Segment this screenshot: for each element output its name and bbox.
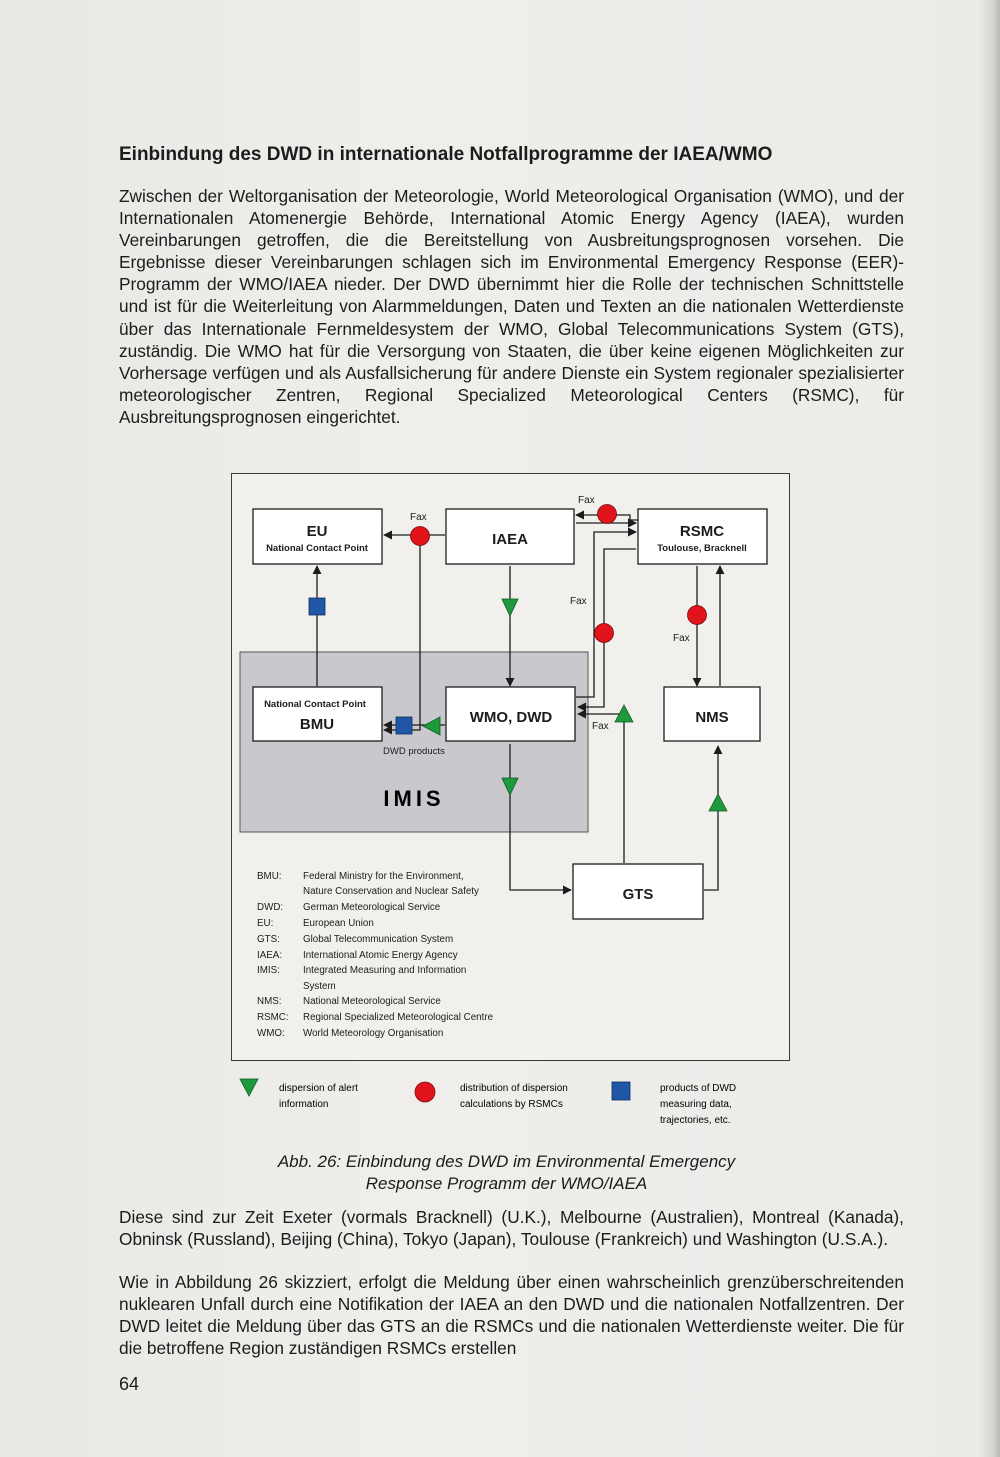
nms-label: NMS — [695, 709, 729, 726]
caption-line-1: Abb. 26: Einbindung des DWD im Environmental Emergency — [277, 1152, 736, 1171]
iaea-label: IAEA — [492, 531, 528, 548]
legend-square-text-1: products of DWD — [660, 1083, 737, 1094]
legend-square-text-2: measuring data, — [660, 1099, 732, 1110]
fax-circle-eu — [411, 527, 430, 546]
abbr-gts-desc: Global Telecommunication System — [303, 934, 454, 945]
legend-square-text-3: trajectories, etc. — [660, 1115, 731, 1126]
legend-triangle-text-1: dispersion of alert — [279, 1083, 358, 1094]
abbr-eu: EU: — [257, 918, 274, 929]
abbr-nms: NMS: — [257, 996, 282, 1007]
abbr-imis-desc-1: Integrated Measuring and Information — [303, 965, 467, 976]
caption-line-2: Response Programm der WMO/IAEA — [365, 1174, 648, 1193]
rsmc-title: RSMC — [679, 523, 725, 540]
legend-circle-text-2: calculations by RSMCs — [460, 1099, 563, 1110]
abbr-wmo: WMO: — [257, 1028, 285, 1039]
abbr-imis: IMIS: — [257, 965, 280, 976]
fax-circle-top — [598, 505, 617, 524]
section-heading: Einbindung des DWD in internationale Notfallprogramme der IAEA/WMO — [119, 144, 773, 165]
abbr-gts: GTS: — [257, 934, 280, 945]
fax-label-top: Fax — [578, 495, 595, 506]
imis-label: IMIS — [383, 786, 445, 811]
abbr-iaea-desc: International Atomic Energy Agency — [303, 950, 458, 961]
gts-label: GTS — [622, 886, 654, 903]
abbr-rsmc-desc: Regional Specialized Meteorological Centre — [303, 1012, 494, 1023]
fax-label-eu: Fax — [410, 512, 427, 523]
abbr-imis-desc-2: System — [303, 981, 336, 992]
page-number: 64 — [119, 1374, 140, 1394]
abbr-bmu-desc-2: Nature Conservation and Nuclear Safety — [303, 886, 479, 897]
abbr-dwd-desc: German Meteorological Service — [303, 902, 441, 913]
abbr-eu-desc: European Union — [303, 918, 374, 929]
dwd-products-label: DWD products — [383, 746, 445, 757]
abbr-rsmc: RSMC: — [257, 1012, 289, 1023]
triangle-iaea-wmo — [502, 599, 518, 616]
rsmc-subtitle: Toulouse, Bracknell — [657, 543, 747, 554]
figure-caption — [119, 1151, 904, 1195]
fax-label-middle: Fax — [570, 596, 587, 607]
intro-paragraph: Zwischen der Weltorganisation der Meteorologie, World Meteorological Organisation (WMO), und der Internationalen Atomenergie Behörde, International Atomic Energy Agency (IAEA), wurden Vereinbarungen getroffen, die die Bereitstellung von Ausbreitungsprognosen vorsehen. Die Ergebnisse dieser Vereinbarungen schlagen sich im Environmental Emergency Response (EER)-Programm der WMO/IAEA nieder. Der DWD übernimmt hier die Rolle der technischen Schnittstelle und ist für die Weiterleitung von Alarmmeldungen, Daten und Texten an die nationalen Wetterdienste über das Internationale Fernmeldesystem der WMO, Global Telecommunications System (GTS), zuständig. Die WMO hat für die Versorgung von Staaten, die über keine eigenen Möglichkeiten zur Vorhersage verfügen und als Ausfallsicherung für andere Dienste ein System regionaler spezialisierter meteorologischer Zentren, Regional Specialized Meteorological Centers (RSMC), für Ausbreitungsprognosen eingerichtet. — [119, 186, 904, 427]
fax-circle-middle — [595, 624, 614, 643]
abbr-dwd: DWD: — [257, 902, 284, 913]
eu-title: EU — [306, 523, 328, 540]
fax-circle-nms — [688, 606, 707, 625]
legend-triangle-text-2: information — [279, 1099, 329, 1110]
rsmc-list-paragraph: Diese sind zur Zeit Exeter (vormals Bracknell) (U.K.), Melbourne (Australien), Montreal (Kanada), Obninsk (Russland), Beijing (China), Tokyo (Japan), Toulouse (Frankreich) und Washington (U.S.A.). — [119, 1207, 904, 1250]
line-gts-nms — [704, 746, 718, 890]
bmu-subtitle: National Contact Point — [264, 699, 366, 710]
abbr-nms-desc: National Meteorological Service — [303, 996, 441, 1007]
legend-square-icon — [612, 1082, 630, 1100]
legend — [240, 1079, 736, 1126]
abbr-iaea: IAEA: — [257, 950, 283, 961]
fax-label-nms: Fax — [673, 633, 690, 644]
abbr-bmu-desc-1: Federal Ministry for the Environment, — [303, 871, 464, 882]
square-dwd-products — [396, 717, 412, 734]
fax-label-wmo: Fax — [592, 721, 609, 732]
notification-paragraph: Wie in Abbildung 26 skizziert, erfolgt die Meldung über einen wahrscheinlich grenzüberschreitenden nuklearen Unfall durch eine Notifikation der IAEA an den DWD und die nationalen Notfallzentren. Der DWD leitet die Meldung über das GTS an die RSMCs und die nationalen Wetterdienste weiter. Die für die betroffene Region zuständigen RSMCs erstellen — [119, 1272, 904, 1359]
abbr-wmo-desc: World Meteorology Organisation — [303, 1028, 444, 1039]
abbr-bmu: BMU: — [257, 871, 282, 882]
legend-triangle-icon — [240, 1079, 258, 1096]
legend-circle-text-1: distribution of dispersion — [460, 1083, 568, 1094]
legend-circle-icon — [415, 1082, 435, 1102]
square-bmu-eu — [309, 598, 325, 615]
wmo-dwd-label: WMO, DWD — [469, 709, 553, 726]
triangle-gts-nms — [709, 794, 727, 811]
bmu-title: BMU — [299, 716, 335, 733]
eu-subtitle: National Contact Point — [266, 543, 368, 554]
